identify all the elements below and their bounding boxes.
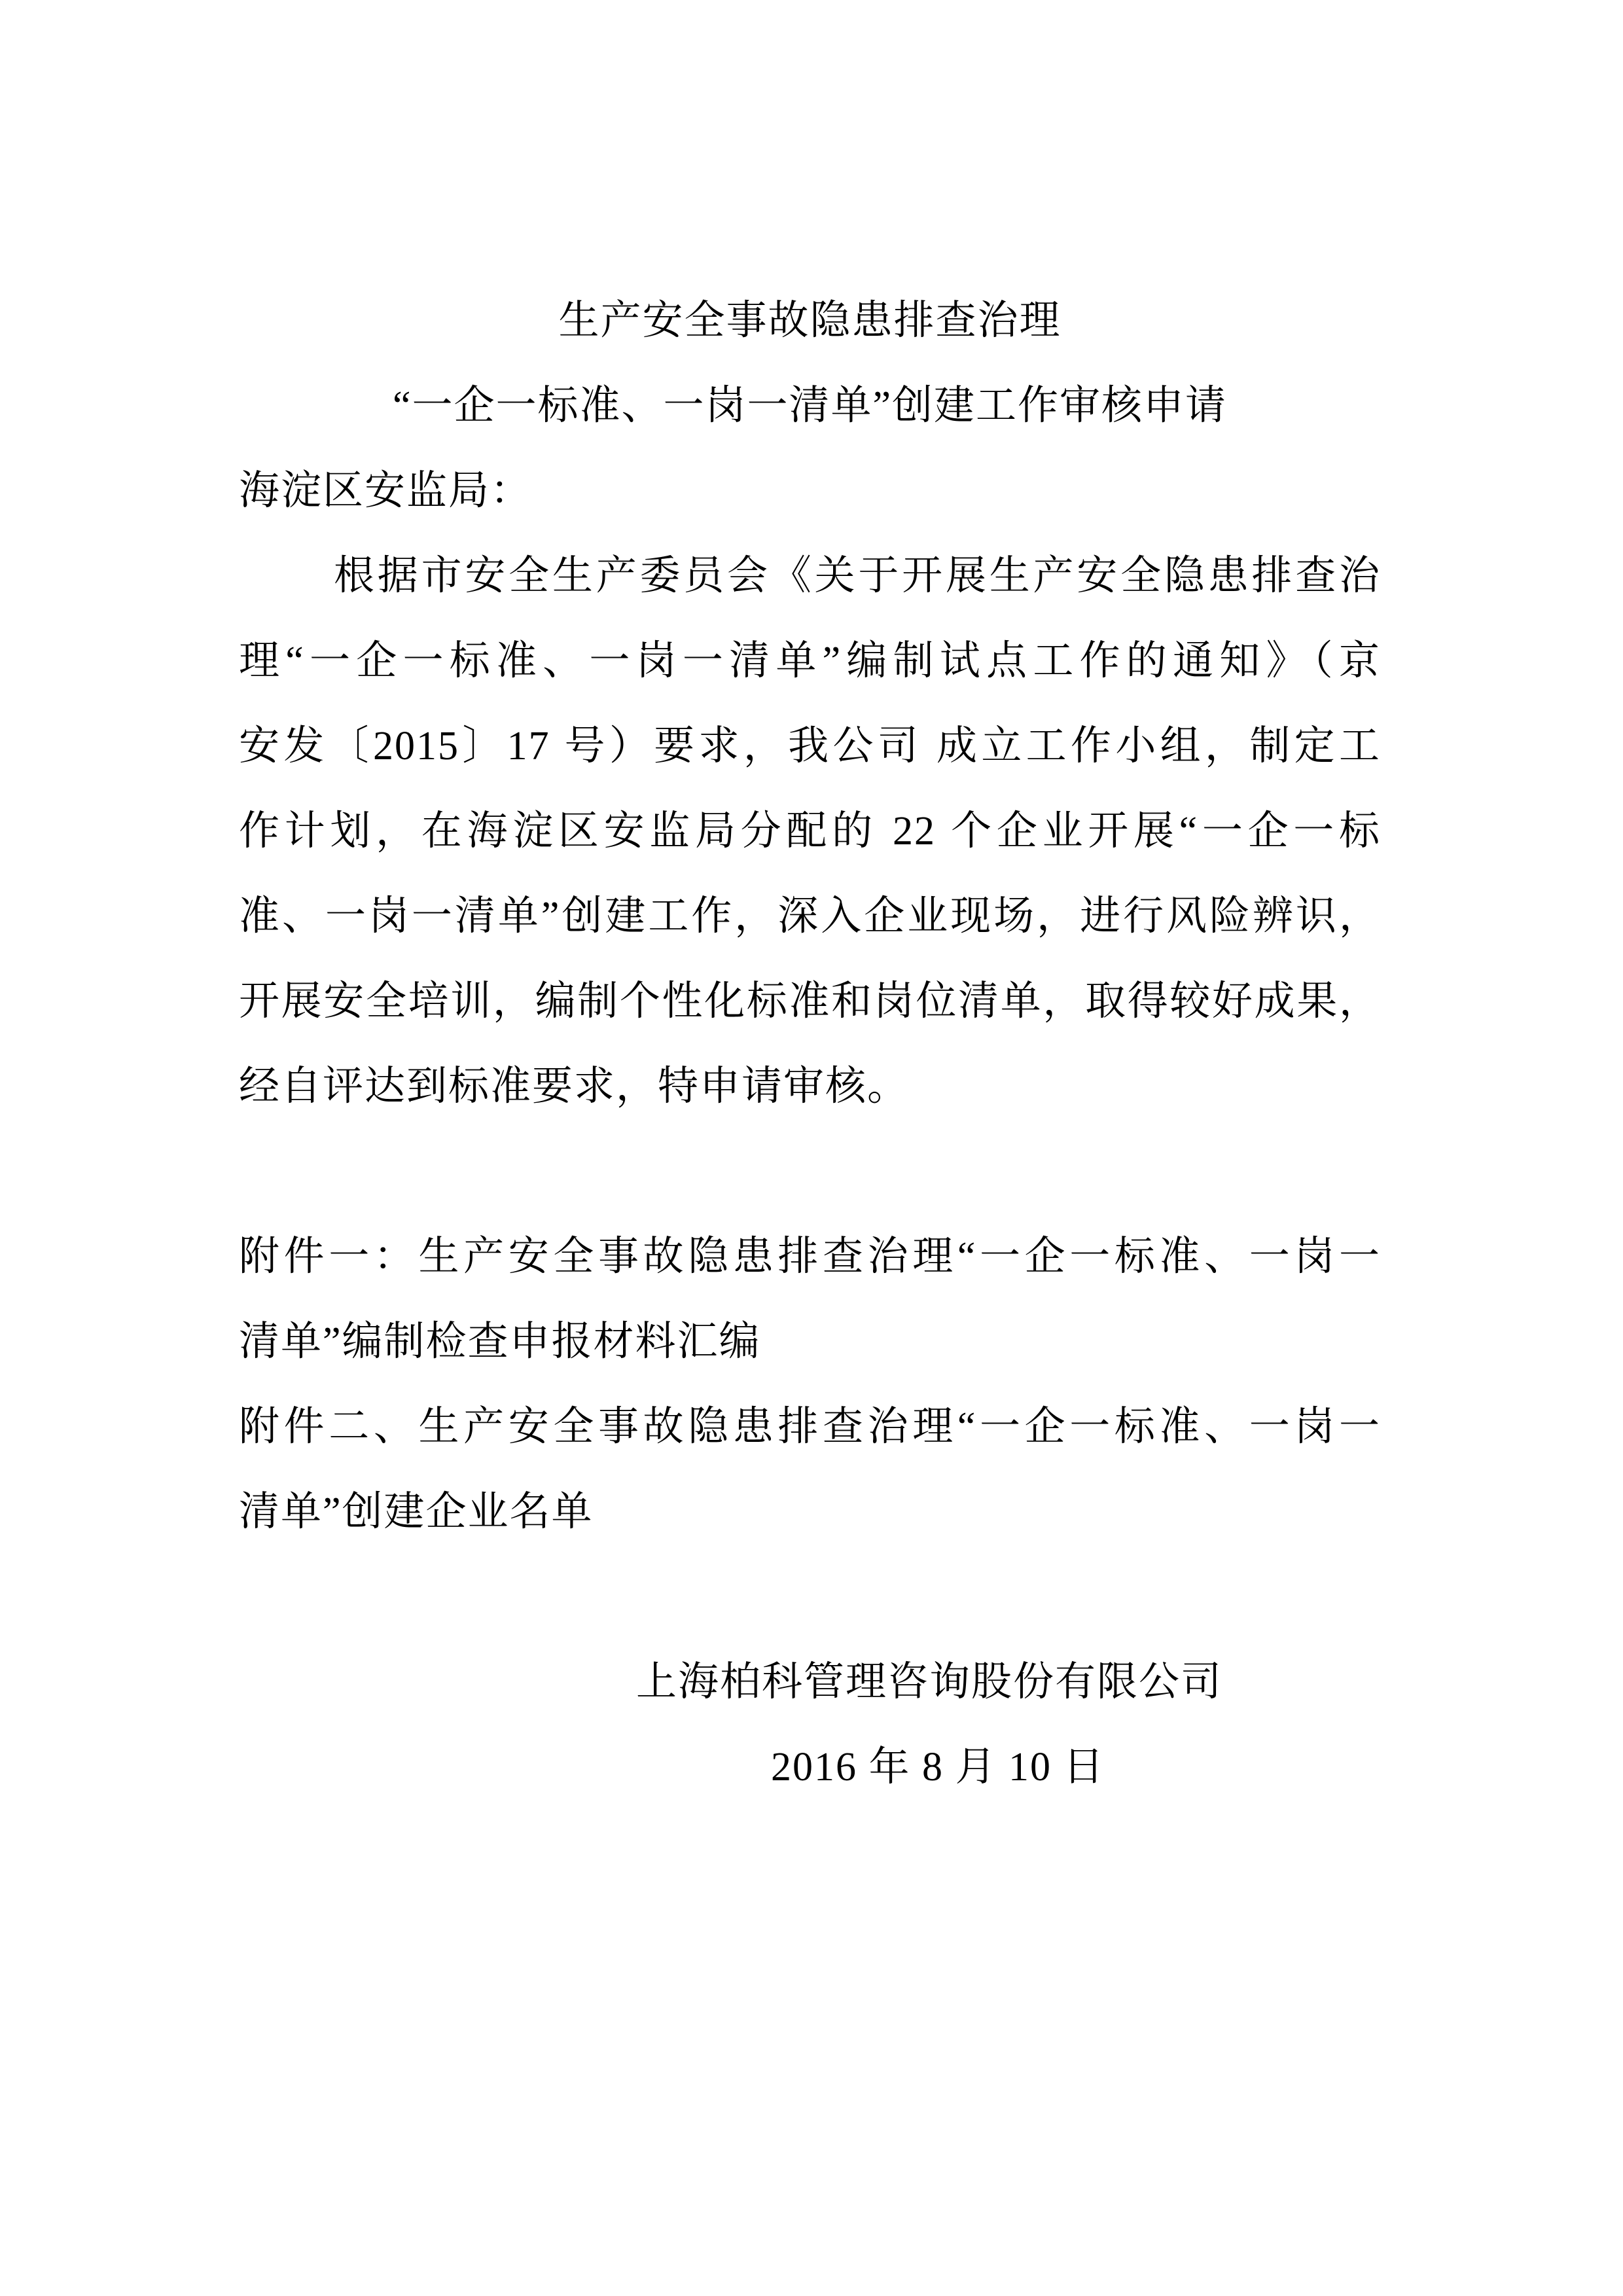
body-line-4: 作计划，在海淀区安监局分配的 22 个企业开展“一企一标 (239, 809, 1381, 853)
page-title: 生产安全事故隐患排查治理 (558, 298, 1061, 343)
body-line-6: 开展安全培训，编制个性化标准和岗位清单，取得较好成果， (239, 979, 1381, 1024)
spacer (239, 1129, 1381, 1214)
attachment-line-4: 清单”创建企业名单 (239, 1490, 594, 1534)
spacer (239, 1554, 1381, 1640)
attachment-line-1: 附件一：生产安全事故隐患排查治理“一企一标准、一岗一 (239, 1234, 1381, 1279)
body-line-5: 准、一岗一清单”创建工作，深入企业现场，进行风险辨识， (239, 894, 1381, 939)
body-line-1: 根据市安全生产委员会《关于开展生产安全隐患排查治 (334, 554, 1381, 598)
body-line-7: 经自评达到标准要求，特申请审核。 (239, 1064, 910, 1109)
attachment-line-2: 清单”编制检查申报材料汇编 (239, 1319, 761, 1364)
salutation: 海淀区安监局： (239, 469, 533, 513)
date-line: 2016 年 8 月 10 日 (771, 1745, 1105, 1789)
body-line-3: 安发〔2015〕17 号）要求，我公司 成立工作小组，制定工 (239, 724, 1381, 768)
page-subtitle: “一企一标准、一岗一清单”创建工作审核申请 (392, 384, 1228, 428)
body-line-2: 理“一企一标准、一岗一清单”编制试点工作的通知》（京 (239, 639, 1381, 683)
attachment-line-3: 附件二、生产安全事故隐患排查治理“一企一标准、一岗一 (239, 1405, 1381, 1449)
signature-company: 上海柏科管理咨询股份有限公司 (636, 1660, 1223, 1704)
